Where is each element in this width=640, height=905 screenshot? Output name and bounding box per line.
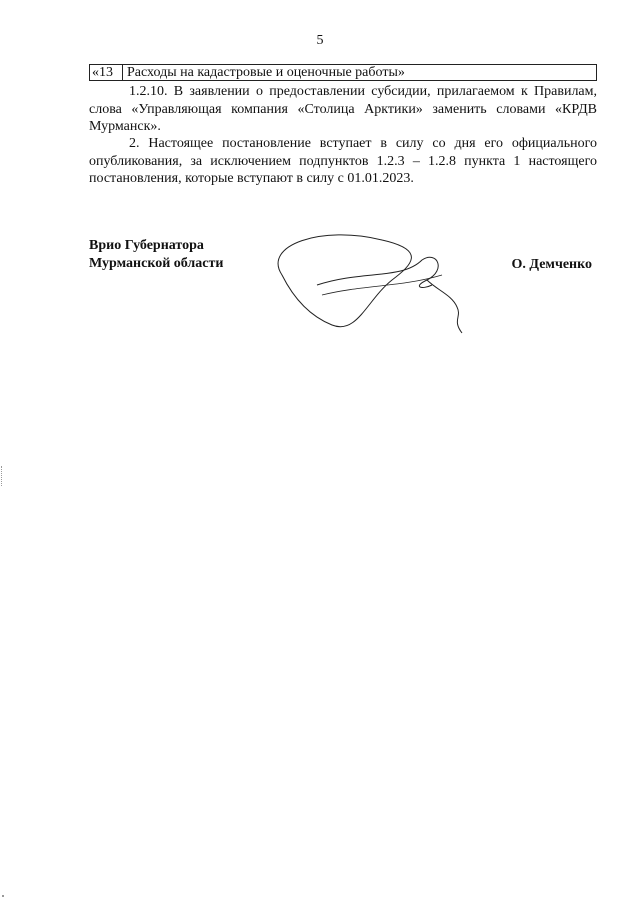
paragraph-1: [89, 83, 597, 136]
signatory-title: [89, 237, 223, 273]
table-row: [89, 64, 597, 81]
paragraph-2: [89, 135, 597, 188]
table-cell-text: Расходы на кадастровые и оценочные работы»: [127, 65, 405, 80]
signatory-title-line-2: Мурманской области: [89, 256, 224, 271]
signatory-name: О. Демченко: [511, 257, 592, 272]
paragraph-1-text: 1.2.10. В заявлении о предоставлении субсидии, прилагаемом к Правилам, слова «Управляющая компания «Столица Арктики» заменить словами «КРДВ Мурманск».: [89, 84, 597, 134]
signatory-title-line-1: Врио Губернатора: [89, 238, 204, 253]
margin-mark: [1, 466, 4, 486]
table-cell-number: «13: [90, 65, 123, 80]
corner-dot: [2, 895, 4, 897]
page-number: 5: [316, 33, 324, 48]
paragraph-2-text: 2. Настоящее постановление вступает в силу со дня его официального опубликования, за исключением подпунктов 1.2.3 – 1.2.8 пункта 1 настоящего постановления, которые вступают в силу с 01.01.2023.: [89, 136, 597, 186]
handwritten-signature: [262, 225, 502, 345]
